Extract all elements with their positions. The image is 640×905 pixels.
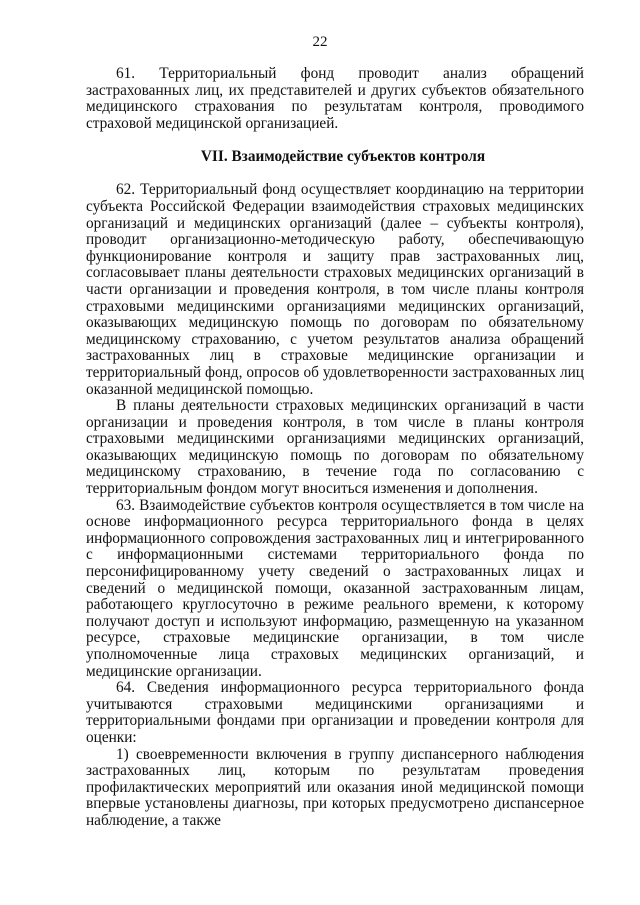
paragraph-64-item-1: 1) своевременности включения в группу диспансерного наблюдения застрахованных лиц, которым по результатам проведения профилактических мероприятий или оказания иной медицинской помощи впервые установлены диагнозы, при которых предусмотрено диспансерное наблюдение, а также (86, 745, 584, 829)
paragraph-63: 63. Взаимодействие субъектов контроля осуществляется в том числе на основе информационного ресурса территориального фонда в целях информационного сопровождения застрахованных лиц и интегрированного с информационными системами территориального фонда по персонифицированному учету сведений о застрахованных лицах и сведений о медицинской помощи, оказанной застрахованным лицам, работающего круглосуточно в режиме реального времени, к которому получают доступ и используют информацию, размещенную на указанном ресурсе, страховые медицинские организации, в том числе уполномоченные лица страховых медицинских организаций, и медицинские организации. (86, 496, 584, 680)
spacer (86, 166, 584, 182)
paragraph-61: 61. Территориальный фонд проводит анализ обращений застрахованных лиц, их представителей и других субъектов обязательного медицинского страхования по результатам контроля, проводимого страховой медицинской организацией. (86, 65, 584, 132)
paragraph-64: 64. Сведения информационного ресурса территориального фонда учитываются страховыми медицинскими организациями и территориальными фондами при организации и проведении контроля для оценки: (86, 679, 584, 746)
paragraph-62: 62. Территориальный фонд осуществляет координацию на территории субъекта Российской Федерации взаимодействия страховых медицинских организаций и медицинских организаций (далее – субъекты контроля), проводит организационно-методическую работу, обеспечивающую функционирование контроля и защиту прав застрахованных лиц, согласовывает планы деятельности страховых медицинских организаций в части организации и проведения контроля, в том числе планы контроля страховыми медицинскими организациями медицинских организаций, оказывающих медицинскую помощь по договорам по обязательному медицинскому страхованию, с учетом результатов анализа обращений застрахованных лиц в страховые медицинские организации и территориальный фонд, опросов об удовлетворенности застрахованных лиц оказанной медицинской помощью. (86, 181, 584, 398)
document-body (86, 66, 584, 830)
section-heading: VII. Взаимодействие субъектов контроля (200, 148, 486, 166)
paragraph-62-continued: В планы деятельности страховых медицинских организаций в части организации и проведения контроля, в том числе в планы контроля страховыми медицинскими организациями медицинских организаций, оказывающих медицинскую помощь по договорам по обязательному медицинскому страхованию, в течение года по согласованию с территориальным фондом могут вноситься изменения и дополнения. (86, 397, 584, 498)
page-number: 22 (312, 34, 328, 50)
spacer (86, 132, 584, 148)
